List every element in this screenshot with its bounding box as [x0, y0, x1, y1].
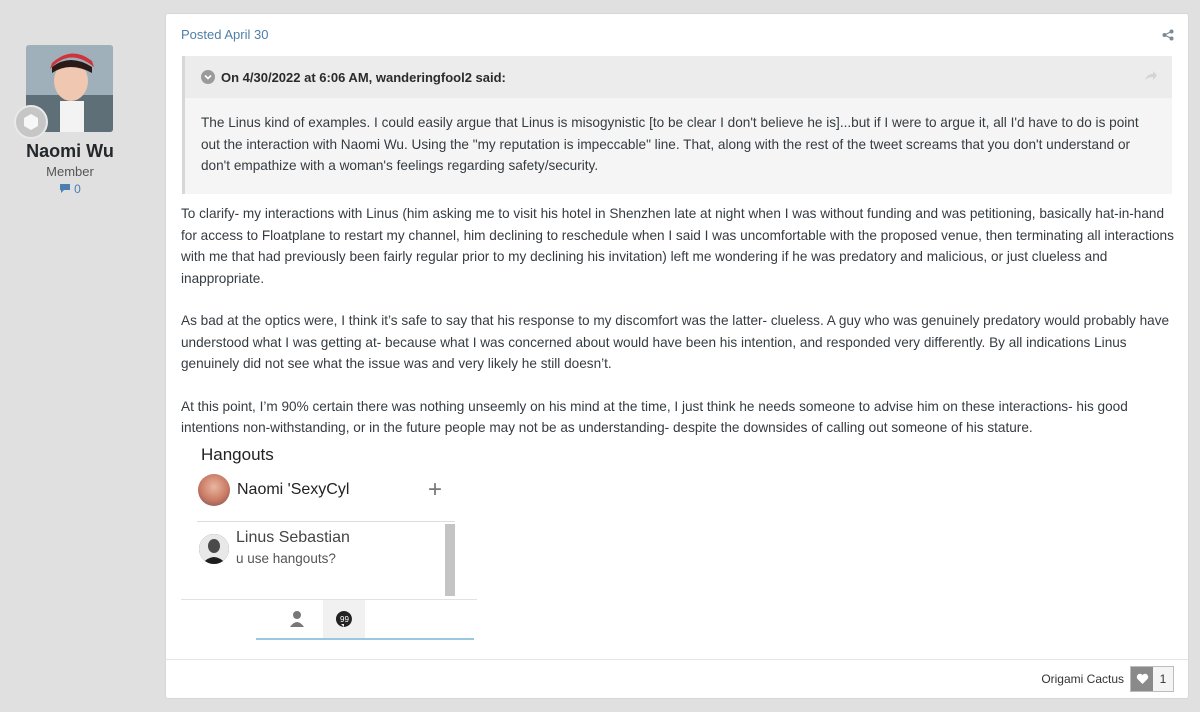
author-avatar-wrap	[26, 45, 113, 132]
hangouts-contact-message: u use hangouts?	[236, 551, 336, 566]
post-body	[181, 203, 1176, 460]
share-icon[interactable]	[1162, 28, 1174, 46]
author-title: Member	[46, 164, 94, 179]
comment-bubble-icon	[59, 183, 71, 197]
hangouts-tab-indicator	[256, 638, 474, 640]
hangouts-self-avatar	[198, 474, 230, 506]
quote-text: The Linus kind of examples. I could easily argue that Linus is misogynistic [to be clear I don't believe he is]...but if I were to argue it, all I'd have to do is point out the interaction with Naomi Wu. Using the "my reputation is impeccable" line. That, along with the rest of the tweet screams that you don't understand or don't empathize with a woman's feelings regarding safety/security.	[201, 115, 1139, 173]
author-name[interactable]: Naomi Wu	[26, 141, 114, 161]
rank-badge-icon	[14, 105, 48, 139]
reaction-user[interactable]: Origami Cactus	[1041, 672, 1124, 686]
hangouts-scrollbar	[445, 524, 455, 596]
collapse-toggle-icon[interactable]	[201, 70, 215, 84]
hangouts-self-row	[198, 474, 478, 510]
post-paragraph: As bad at the optics were, I think it’s safe to say that his response to my discomfort was the latter- clueless. A guy who was genuinely predatory would probably have understood what I was getting at- because what I was concerned about would have been his intention, and responded very differently. By all indications Linus genuinely did not see what the issue was and very likely he still doesn’t.	[181, 313, 1170, 371]
heart-icon	[1131, 667, 1153, 691]
hangouts-title: Hangouts	[201, 445, 274, 464]
hangouts-self-name: Naomi 'SexyCyl	[237, 481, 350, 498]
post-date[interactable]: Posted April 30	[181, 27, 269, 42]
hangouts-contact-list	[197, 521, 455, 596]
like-count: 1	[1153, 667, 1173, 691]
post-footer	[166, 659, 1188, 700]
quote-header	[185, 56, 1172, 98]
author-reputation	[0, 182, 140, 197]
quote-jump-icon[interactable]	[1144, 70, 1158, 85]
chat-icon	[323, 600, 365, 638]
hangouts-contact-avatar	[199, 534, 229, 564]
quote-block	[182, 56, 1172, 194]
reputation-count: 0	[74, 182, 81, 196]
post-card	[165, 13, 1189, 699]
like-button[interactable]	[1130, 666, 1174, 692]
person-icon	[289, 610, 305, 633]
post-paragraph: At this point, I’m 90% certain there was nothing unseemly on his mind at the time, I just think he needs someone to advise him on these interactions- his good intentions non-withstanding, or in the future people may not be as understanding- despite the downsides of calling out someone of his stature.	[181, 398, 1128, 435]
hangouts-screenshot[interactable]	[181, 443, 477, 641]
hangouts-tabbar	[181, 599, 477, 640]
quote-citation: On 4/30/2022 at 6:06 AM, wanderingfool2 said:	[221, 70, 506, 85]
post-paragraph: To clarify- my interactions with Linus (him asking me to visit his hotel in Shenzhen late at night when I was without funding and was petitioning, basically hat-in-hand for access to Floatplane to restart my channel, him declining to reschedule when I said I was uncomfortable with the proposed venue, then terminating all interactions with me that had previously been fairly regular prior to my declining his invitation) left me wondering if he was predatory and malicious, or just clueless and inappropriate.	[181, 206, 1174, 286]
svg-text:99: 99	[340, 615, 349, 624]
plus-icon: +	[428, 476, 443, 503]
hangouts-contact-name: Linus Sebastian	[236, 529, 350, 546]
